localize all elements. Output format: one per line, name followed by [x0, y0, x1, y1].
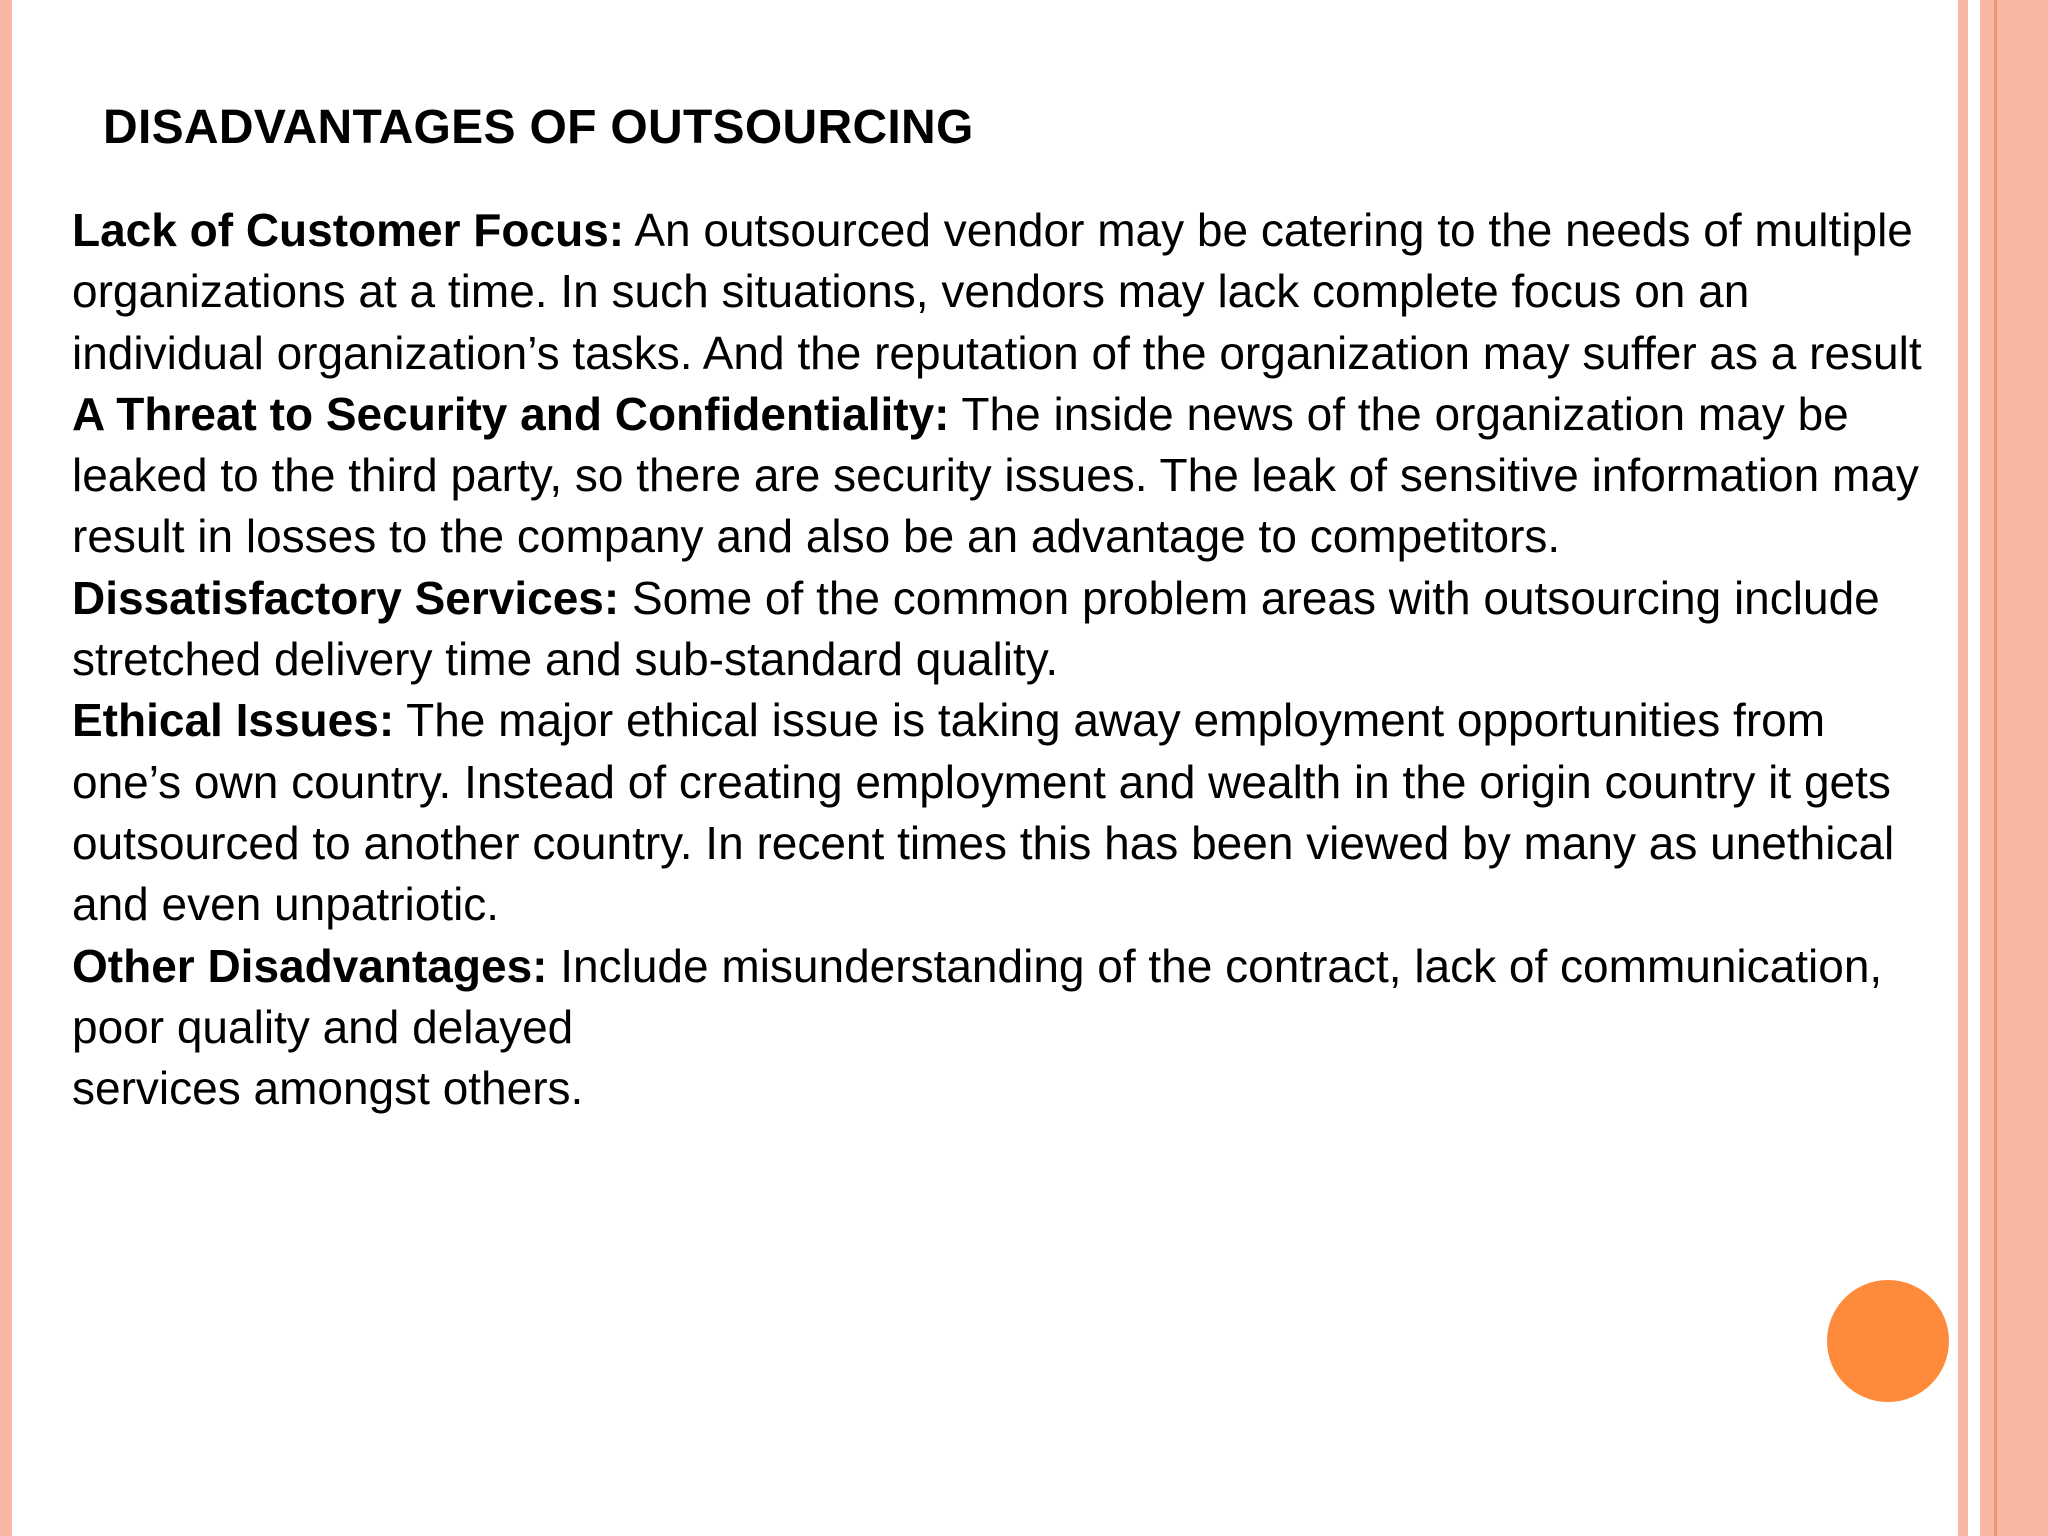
item-heading: Other Disadvantages:	[72, 939, 548, 992]
item-text: The major ethical issue is taking away employment opportunities from one’s own country. Instead of creating employment and wealth in the origin country it gets outsourced to another country. In recent times this has been viewed by many as unethical and even unpatriotic.	[72, 694, 1895, 931]
slide-body	[72, 200, 1932, 1119]
item-dissatisfactory-services	[72, 568, 1932, 691]
item-text: The inside news of the organization may be leaked to the third party, so there are security issues. The leak of sensitive information may result in losses to the company and also be an advantage to competitors.	[72, 387, 1919, 563]
left-border-bar	[0, 0, 12, 1536]
item-ethical-issues	[72, 690, 1932, 935]
slide-title: DISADVANTAGES OF OUTSOURCING	[103, 101, 974, 154]
item-threat-to-security	[72, 384, 1932, 568]
item-heading: Dissatisfactory Services:	[72, 571, 620, 624]
item-lack-of-customer-focus	[72, 200, 1932, 384]
item-heading: Lack of Customer Focus:	[72, 204, 625, 256]
item-text: Include misunderstanding of the contract, lack of communication, poor quality and delayed	[72, 939, 1883, 1053]
right-border-wide-bar	[1980, 0, 2048, 1536]
item-text: An outsourced vendor may be catering to the needs of multiple organizations at a time. In such situations, vendors may lack complete focus on an individual organization’s tasks. And the reputation of the organization may suffer as a result	[72, 204, 1922, 379]
accent-circle	[1827, 1280, 1949, 1402]
item-heading: Ethical Issues:	[72, 694, 395, 747]
right-border-accent-line	[1994, 0, 1997, 1536]
item-text: Some of the common problem areas with outsourcing include stretched delivery time and sub-standard quality.	[72, 571, 1880, 686]
item-heading: A Threat to Security and Confidentiality:	[72, 387, 950, 440]
right-border-thin-bar	[1958, 0, 1968, 1536]
item-other-disadvantages-continuation: services amongst others.	[72, 1062, 584, 1115]
item-other-disadvantages	[72, 936, 1932, 1059]
